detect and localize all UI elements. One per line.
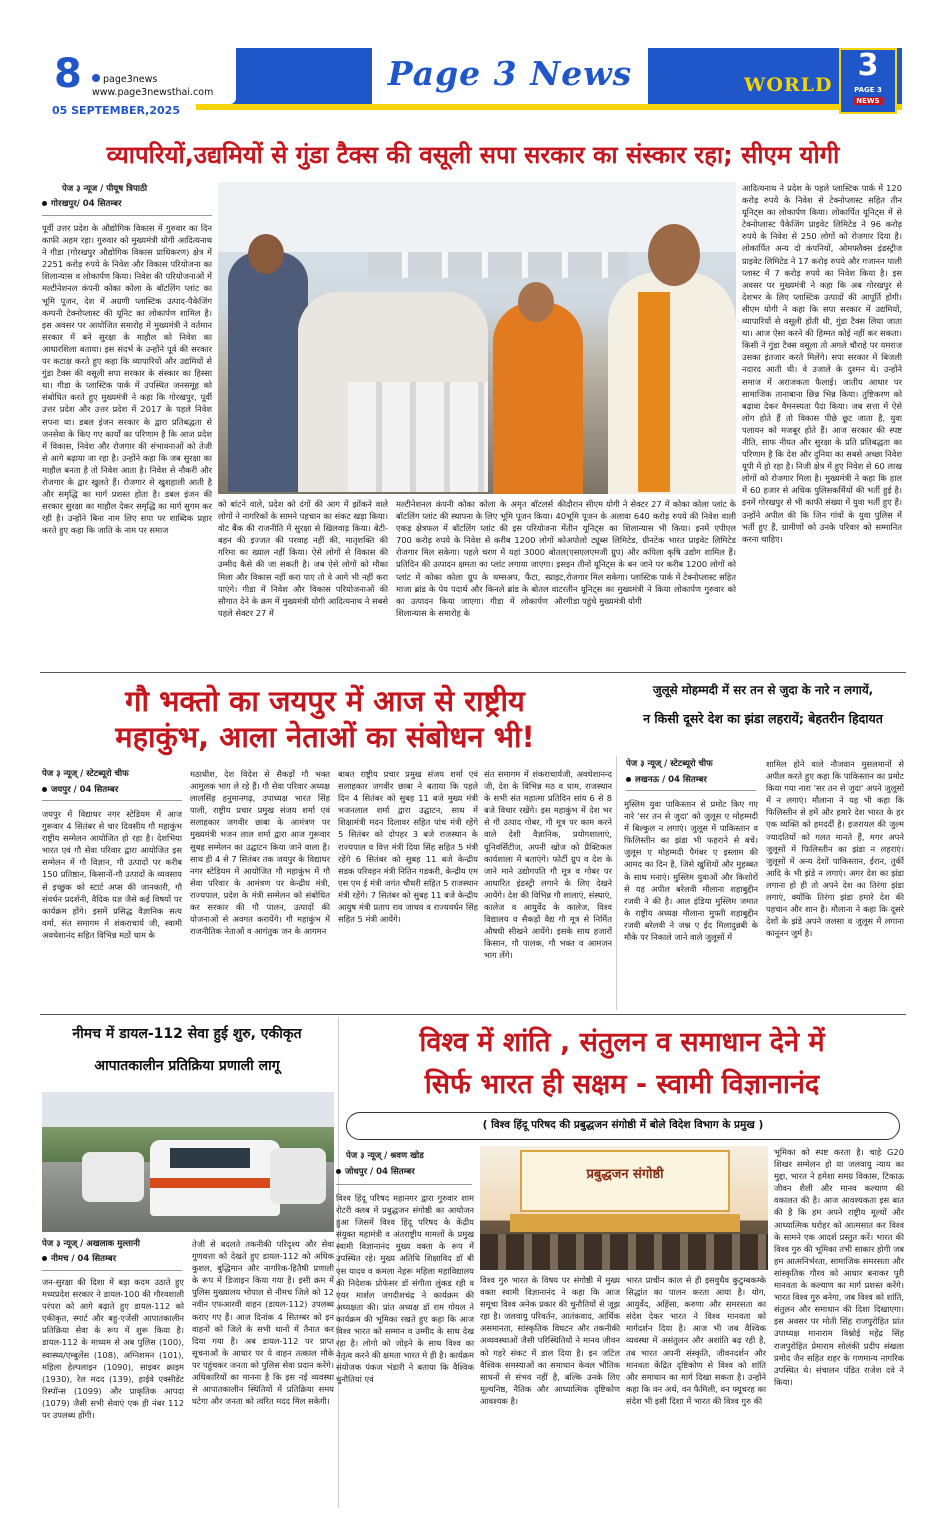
article4-byline: पेज ३ न्यूज् / अखलाक मुल्तानी xyxy=(42,1239,140,1249)
article5-subhead: ( विश्व हिंदू परिषद की प्रबुद्धजन संगोष्ठी में बोले विदेश विभाग के प्रमुख ) xyxy=(482,1119,764,1131)
photo-chairs xyxy=(348,382,488,492)
page-number: 8 xyxy=(54,51,82,97)
dateline-bullet-icon xyxy=(42,1256,47,1261)
website-link[interactable]: www.page3newsthai.com xyxy=(92,87,214,98)
article5-dateline-wrap xyxy=(336,1166,415,1178)
article2-headline-line1: गौ भक्तो का जयपुर में आज से राष्ट्रीय xyxy=(125,684,525,718)
article2-dateline-wrap xyxy=(42,784,118,796)
article3-headline-line1: जुलूसे मोहम्मदी में सर तन से जुदा के नारे न लगायें, xyxy=(652,683,874,697)
article5-col1: विश्व हिंदू परिषद महानगर द्वारा गुरुवार शाम रोटरी क्लब में प्रबुद्धजन संगोष्ठी का आयोजन हुआ जिसमें विश्व हिंदू परिषद के केंद्रीय संयुक्त महामंत्री व अंतराष्ट्रीय मामलों के प्रमुख स्वामी विज्ञानानंद मुख्य वक्ता के रूप में उपस्थित रहे। मुख्य अतिथि शिक्षाविद डॉ बी एस यादव व कमला नेहरू महिला महाविद्यालय की निदेशक प्रोफेसर डॉ संगीता लुंकड रही व एयर मार्शल जगदीशचंद्र ने कार्यक्रम की अध्यक्षता की। प्रांत अध्यक्ष डॉ राम गोयल ने कार्यक्रम की भूमिका रखते हुए कहा कि आज विश्व भारत को सम्मान व उम्मीद के साथ देख रहा है। लोगो को जोड़ने के साथ विश्व का नेतृत्व करने की क्षमता भारत मे ही है। कार्यक्रम संयोजक पंकज भंडारी ने बताया कि वैश्विक चुनौतियां एवं xyxy=(336,1193,474,1385)
article1-col3: मल्टीनेशनल कंपनी कोका कोला के अमृत बॉटलर्स की बॉटलिंग प्लांट की स्थापना के लिए भूमि पूजन किया। 40 एकड़ क्षेत्रफल में बॉटलिंग प्लांट की इस परियोजना में 700 करोड़ रुपये के निवेश से करीब 1200 लोगों को रोजगार मिल सकेगा। पहले चरण में यहां 3000 बोतल प्रतिदिन की उत्पादन क्षमता का प्लांट लगाया जाएगा। इस प्लांट में कोका कोला ग्रुप के थम्सअप, फैंटा, स्प्राइट, माजा ब्रांड के पेय पदार्थ और किनले ब्रांड के बोतल वाटर का उत्पादन किया जाएगा। गीडा में लोकार्पण और शिलान्यास के समारोह के xyxy=(396,499,566,618)
article4-headline-line1: नीमच में डायल-112 सेवा हुई शुरु, एकीकृत xyxy=(72,1026,302,1042)
article2-dateline: जयपुर / 04 सितम्बर xyxy=(51,785,119,795)
article1-col5: आदित्यनाथ ने प्रदेश के पहले प्लास्टिक पार्क में 120 करोड़ रुपये के निवेश से टेक्नोप्लास्ट सहित तीन यूनिट्स का लोकार्पण किया। लोकार्पित यूनिट्स में से टेक्नोप्लास्ट पैकेजिंग प्राइवेट लिमिटेड ने 96 करोड़ रुपये के निवेश से 250 लोगों को रोजगार दिया है। लोकार्पित अन्य दो कंपनियों, ओमफ्लैक्स इंडस्ट्रीज प्राइवेट लिमिटेड ने 17 करोड़ रुपये और गजानन पाली प्लास्ट में 7 करोड़ रुपये का निवेश किया है। इस अवसर पर मुख्यमंत्री ने कहा कि अब गोरखपुर से देशभर के लिए प्लास्टिक उत्पादों की आपूर्ति होगी। सीएम योगी ने कहा कि सपा सरकार में उद्यमियों, व्यापारियों से वसूली होती थी, गुंडा टैक्स लिया जाता था। आज ऐसा करने की हिम्मत कोई नहीं कर सकता। किसी ने गुंडा टैक्स वसूला तो अगले चौराहे पर यमराज उसका इंतजार करते मिलेंगे। सपा सरकार में बिजली नदारद आती थी। वे उजाले के दुश्मन थे। उन्होंने समाज में अराजकता फैलाई। जातीय आधार पर सामाजिक तानाबाना छिन्न भिन्न किया। तुष्टिकरण को बढ़ावा देकर वैमनस्यता पैदा किया। जब सत्ता में ऐसे लोग होते हैं तो विकास पीछे छूट जाता है, युवा पलायन को मजबूर होते हैं। आज सरकार की स्पष्ट नीति, साफ नीयत और सुरक्षा के प्रति प्रतिबद्धता का परिणाम है कि देश और दुनिया का सबसे अच्छा निवेश यूपी में हो रहा है। निजी क्षेत्र में हुए निवेश से 60 लाख लोगों को रोजगार मिला है। मुख्यमंत्री ने कहा कि हाल में 60 हजार से अधिक पुलिसकर्मियों की भर्ती हुई है। इनमें गोरखपुर से भी काफी संख्या में युवा भर्ती हुए हैं। उन्होंने अपील की कि जिन गांवों के युवा पुलिस में भर्ती हुए हैं, ग्रामीणों को उनके परिवार को सम्मानित करना चाहिए। xyxy=(742,183,902,544)
photo-vehicle-third xyxy=(82,1152,144,1202)
article3-dateline-wrap xyxy=(626,774,707,786)
article3-headline-box xyxy=(620,676,906,748)
dateline-bullet-icon xyxy=(626,777,631,782)
article2-byline-rule xyxy=(42,800,182,801)
article5-dateline: जोधपुर / 04 सितम्बर xyxy=(345,1167,415,1177)
article1-col1: पूर्वी उत्तर प्रदेश के औद्योगिक विकास में गुरुवार का दिन काफी अहम रहा। गुरुवार को मुख्यमंत्री योगी आदित्यनाथ ने गीडा (गोरखपुर औद्योगिक विकास प्राधिकरण) क्षेत्र में 2251 करोड़ रुपये के निवेश और विकास परियोजना का शिलान्यास व लोकार्पण किया। निवेश की परियोजनाओं में मल्टीनेशनल कंपनी कोका कोला के बॉटलिंग प्लांट का भूमि पूजन, देश में अग्रणी प्लास्टिक उत्पाद-पैकेजिंग कम्पनी टेक्नोप्लास्ट की यूनिट का लोकार्पण शामिल है। इस अवसर पर आयोजित समारोह में मुख्यमंत्री ने वर्तमान सरकार में बने सुरक्षा के माहौल को निवेश का आधारशिला बताया। इस संदर्भ के उन्होंने पूर्व की सरकार पर कटाक्ष करते हुए कहा कि व्यापारियों और उद्यमियों से गुंडा टैक्स की वसूली सपा सरकार के संस्कार का हिस्सा था। गीडा के प्लास्टिक पार्क में उपस्थित जनसमूह को संबोधित करते हुए मुख्यमंत्री ने कहा कि गोरखपुर, पूर्वी उत्तर प्रदेश और उत्तर प्रदेश में 2017 के पहले निवेश सपना था। डबल इंजन सरकार के द्वारा प्रतिबद्धता से जनसेवा के किए गए कार्यों का परिणाम है कि आज प्रदेश में विकास, निवेश और रोजगार की संभावनाओं को तेजी से आगे बढ़ाया जा रहा है। उन्होंने कहा कि जब सुरक्षा का माहौल बनता है तो निवेश आता है। निवेश से नौकरी और रोजगार के द्वार खुलते हैं। रोजगार से खुशहाली आती है और समृद्धि का मार्ग प्रशस्त होता है। डबल इंजन की सरकार सुरक्षा का माहौल देकर समृद्धि का मार्ग सुगम कर रही है। उन्होंने बिना नाम लिए सपा पर शाब्दिक प्रहार करते हुए कहा कि जाति के नाम पर समाज xyxy=(42,223,212,536)
article2-headline-line2: महाकुंभ, आला नेताओं का संबोधन भी! xyxy=(115,720,535,754)
photo-person-right xyxy=(608,272,736,494)
article3-col1: मुस्लिम युवा पाकिस्तान से प्रमोट किए गए नारे 'सर तन से जुदा' को जुलूस ए मोहम्मदी में बिल्कुल न लगाएं। जुलूस में पाकिस्तान व फिलिस्तीन का झंडा भी फहराने से बचें। जुलूस ए मोहम्मदी पैगंबर ए इस्लाम की आमद का दिन है, जिसे खुशियों और मुहब्बत के साथ मनाएं। मुस्लिम युवाओं और किशोरों से यह अपील बरेलवी मौलाना शहाबुद्दीन रजवी ने की है। आल इंडिया मुस्लिम जमात के राष्ट्रीय अध्यक्ष मौलाना मुफ्ती शहाबुद्दीन रजवी बरेलवी ने जश्न ए ईद मिलादुन्नबी के मौके पर निकाले जाने वाले जुलूसों में xyxy=(624,799,758,943)
dateline-bullet-icon xyxy=(42,201,47,206)
article4-photo xyxy=(42,1092,334,1232)
photo-person-center xyxy=(493,302,583,494)
article2-col2: मठाधीश, देश विदेश से सैकड़ों गौ भक्त आमुलक भाग ले रहे हैं। गौ सेवा परिवार अध्यक्ष लालसिंह हनुमानगढ़, उपाध्यक्ष भारत सिंह पाली, राष्ट्रीय प्रचार प्रमुख संजय शर्मा एवं सलाहकार जगवीर छाबा के आमंत्रण पर मुख्यमंत्री भजन लाल शर्मा द्वारा आज गुरूवार सुबह सम्मेलन का उद्घाटन किया जाने वाला है। साथ ही 4 से 7 सितंबर तक जयपुर के विद्याधर नगर स्टेडियम में आयोजित गौ महाकुंभ में गौ सेवा परिवार के आमंत्रण पर केन्द्रीय मंत्री, राज्यपाल, प्रदेश के मंत्री सम्मेलन को संबोधित कर सरकार की गौ पालन, उत्पादों की योजनाओं से अवगत करायेंगे। गौ महाकुंभ में राजनीतिक नेताओं व आगंतुक जन के आगमन xyxy=(190,769,330,937)
article4-byline-rule xyxy=(42,1270,182,1271)
masthead-logo: Page 3 News xyxy=(387,54,633,93)
article1-byline: पेज ३ न्यूज / पीयूष त्रिपाठी xyxy=(62,184,148,194)
article1-dateline-wrap xyxy=(42,198,121,210)
article4-col2: तेजी से बदलते तकनीकी परिदृश्य और सेवा गुणवत्ता को देखते हुए डायल-112 को अधिक कुशल, बुद्धिमान और नागरिक-हितैषी प्रणाली के रूप में डिजाइन किया गया है। इसी क्रम में पुलिस मुख्यालय भोपाल से नीमच जिले को 12 नवीन एफआरवी वाहन (डायल-112) उपलब्ध कराए गए हैं। आज दिनांक 4 सितम्बर को इन वाहनों को जिले के सभी थानों में तैनात कर दिया गया है। अब डायल-112 पर प्राप्त सूचनाओं के आधार पर ये वाहन तत्काल मौके पर पहुंचकर जनता को पुलिस सेवा प्रदान करेंगे। अधिकारियों का मानना है कि इस नई व्यवस्था से आपातकालीन स्थितियों में प्रतिक्रिया समय घटेगा और जनता को त्वरित मदद मिल सकेगी। xyxy=(192,1239,334,1407)
dateline-bullet-icon xyxy=(336,1169,341,1174)
article1-dateline: गोरखपुर/ 04 सितम्बर xyxy=(51,199,122,209)
issue-date: 05 SEPTEMBER,2025 xyxy=(52,104,180,117)
article5-headline-line2: सिर्फ भारत ही सक्षम - स्वामी विज्ञानानंद xyxy=(424,1069,820,1100)
photo-vehicle-window xyxy=(170,1148,250,1168)
article2-col3: बाबत राष्ट्रीय प्रचार प्रमुख संजय शर्मा एवं सलाहकार जगवीर छाबा ने बताया कि पहले दिन 4 सितंबर को सुबह 11 बजे मुख्य मंत्री भजनलाल शर्मा द्वारा उद्घाटन, साथ में शिक्षामंत्री मदन दिलावर सहित पांच मंत्री रहेंगे 5 सितंबर को दोपहर 3 बजे राजस्थान के राज्यपाल व वित्त मंत्री दिया सिंह सहित 5 मंत्री रहेंगे 6 सितंबर को सुबह 11 बजे केन्द्रीय सडक परिवहन मंत्री नितिन गडकरी, केन्द्रीय एम एस एम ई मंत्री जगंत चौधरी सहित 5 राजस्थान मंत्री रहेंगे। 7 सितंबर को सुबह 11 बजे केन्द्रीय आयुष मंत्री प्रताप राव जाधव व राज्यवर्धन सिंह सहित 5 मंत्री आयेंगे। xyxy=(338,769,478,925)
masthead-badge xyxy=(839,48,897,114)
photo-person-left xyxy=(228,252,308,492)
section-label: WORLD xyxy=(744,74,833,96)
article1-col2: को बांटने वाले, प्रदेश को दंगों की आग में झोंकने वाले लोगों ने नागरिकों के सामने पहचान का संकट खड़ा किया। वोट बैंक की राजनीति में सुरक्षा से खिलवाड़ किया। बेटी-बहन की इज्जत की परवाह नहीं की, मातृशक्ति की गरिमा का ख्याल नहीं किया। ऐसे लोगों से विकास की उम्मीद कैसे की जा सकती है। जब ऐसे लोगों को मौका मिला और विकास नहीं करा पाए तो वे आगे भी नहीं करा पाएंगे। गीडा में निवेश और विकास परियोजनाओं की सौगात देने के क्रम में मुख्यमंत्री योगी आदित्यनाथ ने सबसे पहले सेक्टर 27 में xyxy=(218,499,388,618)
photo-vehicle-stripe xyxy=(150,1178,280,1188)
photo-audience xyxy=(480,1234,768,1270)
article5-col3: भारत प्राचीन काल से ही इसवुधैव कुटुम्बकम्के सिद्धांत का पालन करता आया है। योग, आयुर्वेद, अहिंसा, करुणा और समरसता का संदेश देकर भारत ने विश्व मानवता को मार्गदर्शन दिया है। आज भी जब वैश्विक व्यवस्था में असंतुलन और अशांति बढ़ रही है, तब भारत अपनी संस्कृति, जीवनदर्शन और मानवता केंद्रित दृष्टिकोण से विश्व को शांति और समाधान का मार्ग दिखा सकता है। उन्होंने कहा कि वन अर्थ, वन फैमिली, वन फ्यूचरह का संदेश भी इसी दिशा में भारत की विश्व गुरु की xyxy=(626,1275,766,1406)
article5-photo xyxy=(480,1146,768,1270)
article5-byline: पेज ३ न्यूज् / श्रवण खोड xyxy=(346,1151,424,1161)
photo-person-right-scarf xyxy=(638,292,670,492)
article2-byline: पेज ३ न्यूज् / स्टेटब्यूरो चीफ xyxy=(42,769,129,779)
article2-col1: जयपुर में विद्याधर नगर स्टेडियम में आज गुरूवार 4 सितंबर से चार दिवसीय गौ महाकुंभ राष्ट्रीय सम्मेलन आयोजित हो रहा है। देशभिया भारत एवं गौ सेवा परिवार द्वारा आयोजित इस सम्मेलन में गौ विज्ञान, गौ उत्पादों पर करीब 150 प्रतिष्ठान, किसानों-गौ उत्पादों के व्यवसाय से इच्छुक को स्टार्ट अप्स की जानकारी, गौ संवर्धन प्रदर्शनी, वैदिक यज्ञ जैसे कई विषयों पर कार्यक्रम होंगे। इसमें प्रसिद्ध वैज्ञानिक सत्य वर्मा, संत समागम में शंकराचार्य जी, स्वामी अवधेशानंद सहित विभिन्न मठों धाम के xyxy=(42,809,182,940)
article4-dateline-wrap xyxy=(42,1253,116,1265)
article5-byline-rule xyxy=(336,1184,472,1185)
photo-person-right-head xyxy=(648,224,700,286)
badge-line1: PAGE 3 xyxy=(854,86,882,94)
masthead-yellow-stripe xyxy=(196,104,902,110)
article2-bottom-rule xyxy=(40,1014,906,1015)
social-handle-text: page3news xyxy=(103,74,158,85)
article3-dateline: लखनऊ / 04 सितम्बर xyxy=(635,775,707,785)
article4-headline-box xyxy=(40,1018,334,1088)
masthead xyxy=(46,48,902,116)
article3-byline: पेज ३ न्यूज् / स्टेटब्यूरो चीफ xyxy=(626,759,713,769)
masthead-logo-box xyxy=(372,48,648,104)
photo-person-center-head xyxy=(518,282,554,322)
badge-number: 3 xyxy=(857,48,879,83)
article4-headline-line2: आपातकालीन प्रतिक्रिया प्रणाली लागू xyxy=(94,1058,280,1074)
article1-col4: दौरान सीएम योगी ने सेक्टर 27 में कोका कोला प्लांट के भूमि पूजन के अलावा 640 करोड़ रुपये की निवेश वाली तीन यूनिट्स का शिलान्यास भी किया। इनमें एपीएल अपोलो ट्यूब्स लिमिटेड, ग्रीनटेक भारत प्राइवेट लिमिटेड (एसएलएमजी ग्रुप) और कपिला कृषि उद्योग शामिल हैं। इन तीनों यूनिट्स के बन जाने पर करीब 1200 लोगों को रोजगार मिल सकेगा। प्लास्टिक पार्क में टेक्नोप्लास्ट सहित तीन यूनिट्स का मुख्यमंत्री ने किया लोकार्पण गुरुवार को गीडा पहुंचे मुख्यमंत्री योगी xyxy=(566,499,736,606)
photo-wall-frames xyxy=(368,252,628,278)
article4-col1: जन-सुरक्षा की दिशा में बड़ा कदम उठाते हुए मध्यप्रदेश सरकार ने डायल-100 की गौरवशाली परंपरा को आगे बढ़ाते हुए डायल-112 को एकीकृत, स्मार्ट और बहु-एजेंसी आपातकालीन प्रतिक्रिया सेवा के रूप में शुरू किया है। डायल-112 के माध्यम से अब पुलिस (100), स्वास्थ्य/एम्बुलेंस (108), अग्निशमन (101), महिला हेल्पलाइन (1090), साइबर क्राइम (1930), रेल मदद (139), हाईवे एक्सीडेंट रिस्पॉन्स (1099) और प्राकृतिक आपदा (1079) जैसी सभी सेवाएं एक ही नंबर 112 पर उपलब्ध होंगी। xyxy=(42,1277,184,1421)
article1-bottom-rule xyxy=(40,672,906,673)
social-handle xyxy=(92,74,157,85)
article3-byline-rule xyxy=(626,790,756,791)
article1-byline-rule xyxy=(42,215,212,216)
social-icon xyxy=(92,74,100,82)
photo-stage-table xyxy=(510,1214,740,1232)
article5-headline-line1: विश्व में शांति , संतुलन व समाधान देने में xyxy=(419,1027,825,1058)
article5-col2: विश्व गुरु भारत के विषय पर संगोष्ठी में मुख्य वक्ता स्वामी विज्ञानानंद ने कहा कि आज समूचा विश्व अनेक प्रकार की चुनौतियों से जूझ रहा है। जलवायु परिवर्तन, आतंकवाद, आर्थिक असमानता, सांस्कृतिक विघटन और तकनीकी अव्यवस्थाओं जैसी परिस्थितियों ने मानव जीवन को गहरे संकट में डाल दिया है। इन जटिल वैश्विक समस्याओं का समाधान केवल भौतिक साधनों से संभव नहीं है, बल्कि उनके लिए मूल्यनिष्ठ, नैतिक और आध्यात्मिक दृष्टिकोण आवश्यक है। xyxy=(480,1275,620,1406)
article1-headline: व्यापरियों,उद्यमियों से गुंडा टैक्स की वसूली सपा सरकार का संस्कार रहा; सीएम योगी xyxy=(106,141,840,169)
photo-vehicle-second xyxy=(270,1148,326,1204)
dateline-bullet-icon xyxy=(42,787,47,792)
article3-headline-line2: न किसी दूसरे देश का झंडा लहरायें; बेहतरीन हिदायत xyxy=(643,711,883,726)
article3-divider xyxy=(616,756,617,1010)
article4-dateline: नीमच / 04 सितम्बर xyxy=(51,1254,117,1264)
photo-banner-text: प्रबुद्धजन संगोष्ठी xyxy=(586,1167,664,1182)
photo-person-left-head xyxy=(248,234,284,274)
article2-col4: संत समागम में शंकराचार्यजी, अवधेशानन्द जी, देश के विभिन्न मठ व धाम, राजस्थान के सभी संत महात्मा प्रतिदिन सांय 6 से 8 बजे विचार रखेंगे। इस महाकुंभ में देश भर से गौ उत्पाद गोबर, गौ मूत्र पर काम करने वाले देशी वैज्ञानिक, प्रयोगशालाएं, यूनिवर्सिटीज, अपनी खोज को प्रैक्टिकल कार्यशाला में बताएंगे। फोर्टी ग्रुप व देश के जाने माने उद्योगपति गौ मूत्र व गोबर पर आधारित इंडस्ट्री लगाने के लिए देखने आयेंगे। देश की विभिन्न गौ शालाएं, संस्थाएं, कालेज व आयुर्वेद के कालेज, विश्व विद्यालय व सैकड़ों वैद्य गौ मूत्र से निर्मित औषधी सीखने आयेंगे। इसके साथ हजारों किसान, गौ पालक, गौ भक्त व आमजन भाग लेंगे। xyxy=(484,769,612,961)
article1-photo xyxy=(218,182,736,494)
article5-col4: भूमिका को स्पष्ट करता है। चाहे G20 शिखर सम्मेलन हो या जलवायु न्याय का मुद्दा, भारत ने हमेशा समग्र विकास, टिकाऊ जीवन शैली और मानव कल्याण की वकालत की है। आज आवश्यकता इस बात की है कि हम अपने राष्ट्रीय मूल्यों और आध्यात्मिक धरोहर को आत्मसात कर विश्व के सामने एक आदर्श प्रस्तुत करें। भारत की विश्व गुरु की भूमिका तभी साकार होगी जब हम आत्मनिर्भरता, सामाजिक समरसता और सांस्कृतिक गौरव को आधार बनाकर पूरी मानवता के कल्याण का मार्ग प्रशस्त करेंगे। भारत विश्व गुरु बनेगा, जब विश्व को शांति, संतुलन और समाधान की दिशा दिखाएगा। इस अवसर पर मोती सिंह राजपुरोहित प्रांत उपाध्यक्ष मानाराम विश्नोई महेंद्र सिंह राजपुरोहित प्रेमाराम सोलंकी प्रदीप संखला प्रमोद जैन सहित शहर के गणमान्य नागरिक उपस्थित थे। संचालन पंडित राजेश दवे ने किया। xyxy=(774,1147,904,1387)
article3-col2: शामिल होने वाले नौजवान मुसलमानों से अपील करते हुए कहा कि पाकिस्तान का प्रमोट किया गया नारा 'सर तन से जुदा' अपने जुलूसों में न लगाएं। मौलाना ने यह भी कहा कि फिलिस्तीन से हमें और हमारे देश भारत के हर एक व्यक्ति को हमदर्दी है। इजरायल की जुल्म ज्यादतियों को गलत मानते हैं, मगर अपने जुलूसों में फिलिस्तीन का झंडा न लहराएं। जुलूसों में अन्य देशों पाकिस्तान, ईरान, तुर्की आदि के भी झंडे न लगाएं। अगर देश का झंडा लगाना हो ही तो अपने देश का तिरंगा झंडा लगाएं, क्योंकि तिरंगा झंडा हमारे देश की पहचान और शान है। मौलाना ने कहा कि दूसरे देशों के झंडे अपने जलसा व जुलूस में लगाना कानूनन जुर्म है। xyxy=(766,759,904,939)
badge-line2: NEWS xyxy=(853,97,883,105)
